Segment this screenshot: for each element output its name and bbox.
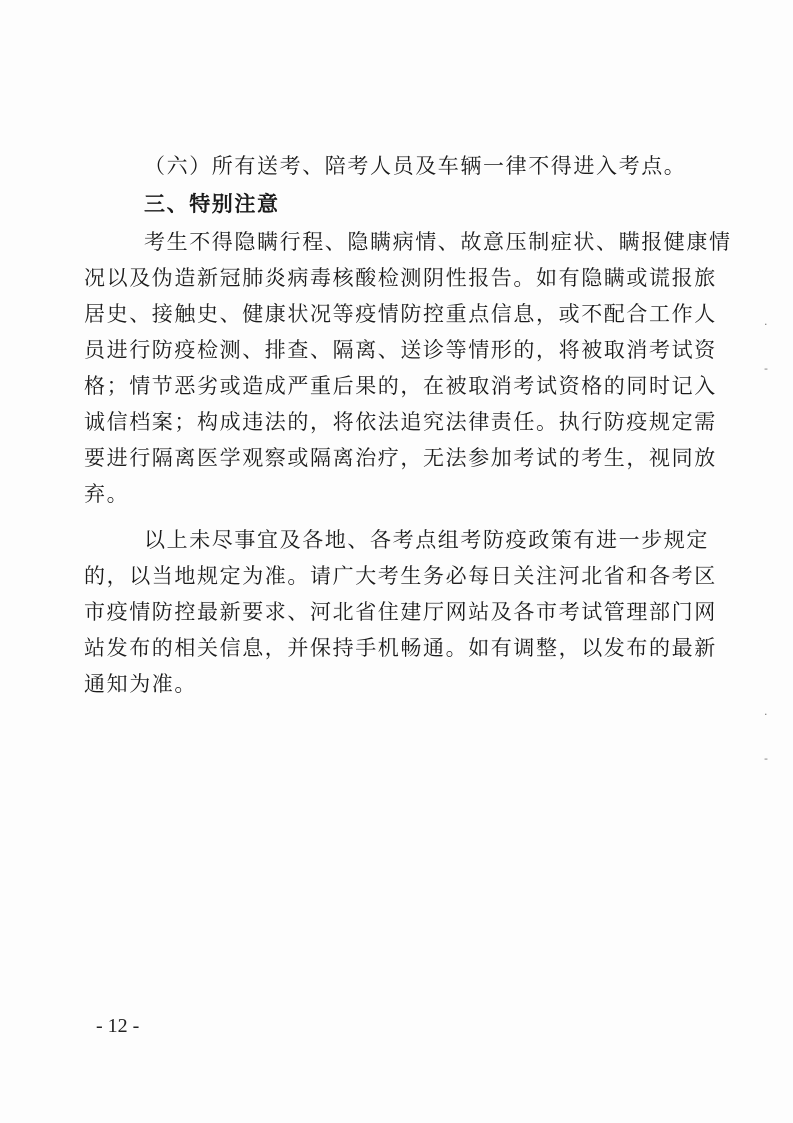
paragraph-line: 况以及伪造新冠肺炎病毒核酸检测阴性报告。如有隐瞒或谎报旅	[84, 266, 717, 290]
section-heading-special-notice: 三、特别注意	[144, 192, 280, 216]
paragraph-line: 的，以当地规定为准。请广大考生务必每日关注河北省和各考区	[84, 564, 717, 588]
paragraph-line: 要进行隔离医学观察或隔离治疗，无法参加考试的考生，视同放	[84, 446, 717, 470]
paragraph-line: 员进行防疫检测、排查、隔离、送诊等情形的，将被取消考试资	[84, 338, 717, 362]
paragraph-line: 格；情节恶劣或造成严重后果的，在被取消考试资格的同时记入	[84, 374, 717, 398]
paragraph-line: 考生不得隐瞒行程、隐瞒病情、故意压制症状、瞒报健康情	[144, 230, 732, 254]
page-number: - 12 -	[96, 1015, 140, 1037]
paragraph-line-item-6: （六）所有送考、陪考人员及车辆一律不得进入考点。	[144, 154, 687, 178]
paragraph-line: 站发布的相关信息，并保持手机畅通。如有调整，以发布的最新	[84, 636, 717, 660]
paragraph-line: 诚信档案；构成违法的，将依法追究法律责任。执行防疫规定需	[84, 410, 717, 434]
paragraph-line: 弃。	[84, 482, 130, 506]
scan-speck-mark: ·	[764, 318, 768, 331]
scan-speck-mark: ·	[764, 708, 768, 721]
paragraph-line: 市疫情防控最新要求、河北省住建厅网站及各市考试管理部门网	[84, 600, 717, 624]
scan-speck-mark: -	[764, 752, 768, 765]
paragraph-line: 以上未尽事宜及各地、各考点组考防疫政策有进一步规定	[144, 528, 709, 552]
scan-speck-mark: -	[764, 362, 768, 375]
paragraph-line: 居史、接触史、健康状况等疫情防控重点信息，或不配合工作人	[84, 302, 717, 326]
paragraph-line: 通知为准。	[84, 672, 197, 696]
